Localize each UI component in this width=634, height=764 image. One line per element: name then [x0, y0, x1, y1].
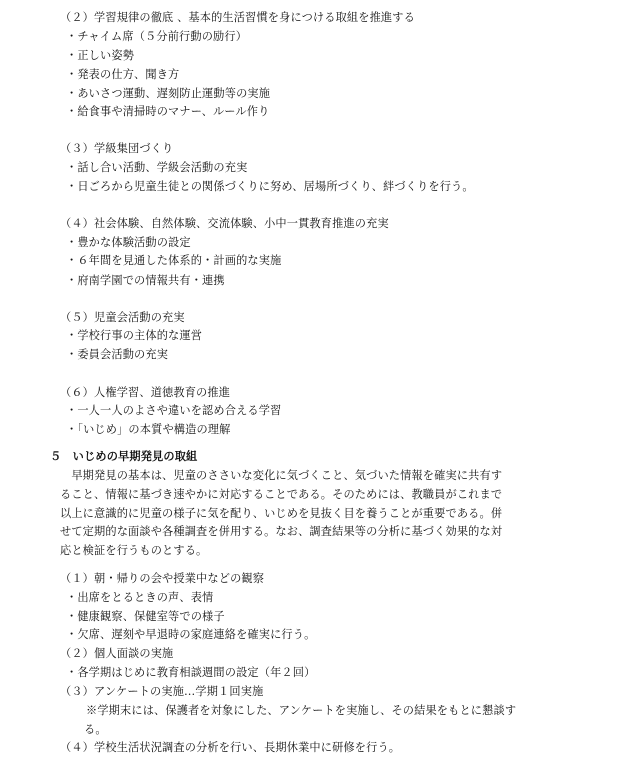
list-item: ・給食事や清掃時のマナー、ルール作り: [66, 104, 270, 118]
subsection-heading-4: （４）学校生活状況調査の分析を行い、長期休業中に研修を行う。: [60, 741, 401, 754]
list-item: ・府南学園での情報共有・連携: [66, 273, 225, 287]
note-line: る。: [84, 722, 107, 736]
subsection-heading-3: （３）アンケートの実施…学期１回実施: [60, 685, 264, 699]
list-item: ・話し合い活動、学級会活動の充実: [66, 161, 248, 175]
chapter-title: ５ いじめの早期発見の取組: [50, 450, 198, 464]
list-item: ・出席をとるときの声、表情: [66, 590, 214, 604]
list-item: ・「いじめ」の本質や構造の理解: [66, 422, 231, 436]
list-item: ・一人一人のよさや違いを認め合える学習: [66, 403, 282, 417]
subsection-heading-1: （１）朝・帰りの会や授業中などの観察: [60, 572, 265, 586]
subsection-heading-2: （２）個人面談の実施: [60, 647, 174, 661]
list-item: ・日ごろから児童生徒との関係づくりに努め、居場所づくり、絆づくりを行う。: [66, 179, 474, 193]
paragraph-line: ること、情報に基づき速やかに対応することである。そのためには、教職員がこれまで: [60, 487, 503, 501]
paragraph-line: 早期発見の基本は、児童のささいな変化に気づくこと、気づいた情報を確実に共有す: [60, 469, 503, 483]
section-heading-3: （３）学級集団づくり: [60, 142, 174, 156]
list-item: ・委員会活動の充実: [66, 348, 169, 362]
section-heading-6: （６）人権学習、道徳教育の推進: [60, 385, 231, 399]
list-item: ・欠席、遅刻や早退時の家庭連絡を確実に行う。: [66, 628, 316, 641]
list-item: ・各学期はじめに教育相談週間の設定（年２回）: [66, 666, 316, 680]
paragraph-line: 応と検証を行うものとする。: [60, 544, 208, 558]
section-heading-4: （４）社会体験、自然体験、交流体験、小中一貫教育推進の充実: [60, 217, 389, 230]
list-item: ・６年間を見通した体系的・計画的な実施: [66, 254, 282, 268]
list-item: ・正しい姿勢: [66, 49, 135, 63]
list-item: ・豊かな体験活動の設定: [66, 236, 191, 250]
list-item: ・健康観察、保健室等での様子: [66, 609, 225, 623]
section-heading-5: （５）児童会活動の充実: [60, 310, 185, 324]
note-line: ※学期末には、保護者を対象にした、アンケートを実施し、その結果をもとに懇談す: [86, 703, 517, 717]
list-item: ・発表の仕方、聞き方: [66, 67, 180, 81]
paragraph-line: 以上に意識的に児童の様子に気を配り、いじめを見抜く目を養うことが重要である。併: [60, 506, 503, 520]
section-heading-2: （２）学習規律の徹底 、基本的生活習慣を身につける取組を推進する: [60, 11, 415, 24]
list-item: ・学校行事の主体的な運営: [66, 329, 203, 343]
list-item: ・あいさつ運動、遅刻防止運動等の実施: [66, 86, 271, 100]
paragraph-line: せて定期的な面談や各種調査を併用する。なお、調査結果等の分析に基づく効果的な対: [60, 525, 503, 538]
list-item: ・チャイム席（５分前行動の励行）: [66, 30, 248, 44]
